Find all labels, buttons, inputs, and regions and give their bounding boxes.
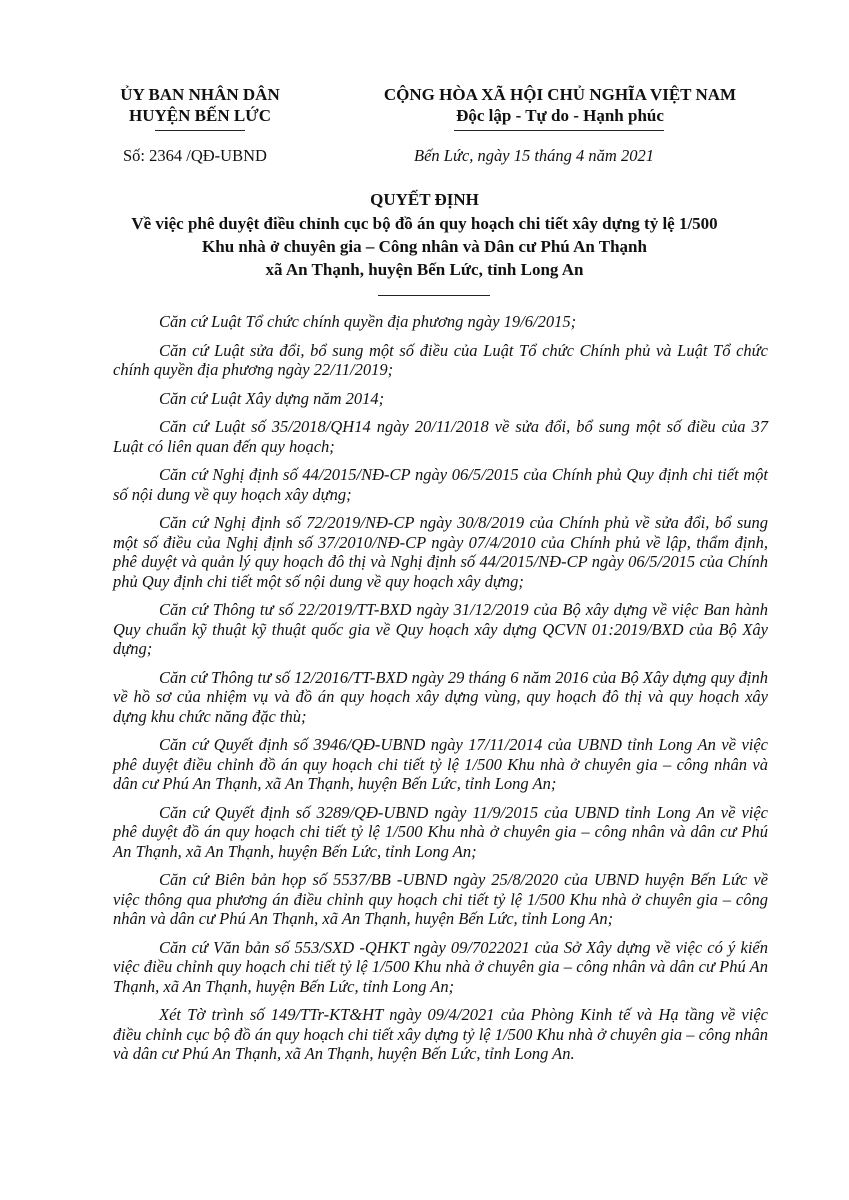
doc-number-value: 2364: [149, 146, 183, 165]
document-number: [123, 146, 267, 166]
legal-basis-paragraph: Căn cứ Nghị định số 72/2019/NĐ-CP ngày 30/8/2019 của Chính phủ về sửa đổi, bổ sung một số điều của Nghị định số 37/2010/NĐ-CP ngày 07/4/2010 của Chính phủ về lập, thẩm định, phê duyệt và quản lý quy hoạch đô thị và Nghị định số 44/2015/NĐ-CP ngày 06/5/2015 của Chính phủ Quy định chi tiết một số nội dung về quy hoạch xây dựng;: [113, 513, 768, 591]
legal-basis-paragraph: Căn cứ Nghị định số 44/2015/NĐ-CP ngày 06/5/2015 của Chính phủ Quy định chi tiết một số nội dung về quy hoạch xây dựng;: [113, 465, 768, 504]
legal-basis-paragraph: Căn cứ Luật sửa đổi, bổ sung một số điều của Luật Tổ chức Chính phủ và Luật Tổ chức chính quyền địa phương ngày 22/11/2019;: [113, 340, 768, 379]
legal-basis-paragraph: Căn cứ Quyết định số 3289/QĐ-UBND ngày 11/9/2015 của UBND tỉnh Long An về việc phê duyệt đồ án quy hoạch chi tiết tỷ lệ 1/500 Khu nhà ở chuyên gia – công nhân và dân cư Phú An Thạnh, xã An Thạnh, huyện Bến Lức, tỉnh Long An;: [113, 802, 768, 861]
submission-paragraph: Xét Tờ trình số 149/TTr-KT&HT ngày 09/4/2021 của Phòng Kinh tế và Hạ tầng về việc điều chỉnh cục bộ đồ án quy hoạch chi tiết xây dựng tỷ lệ 1/500 Khu nhà ở chuyên gia – công nhân và dân cư Phú An Thạnh, xã An Thạnh, huyện Bến Lức, tỉnh Long An.: [113, 1005, 768, 1063]
decision-title: QUYẾT ĐỊNH: [370, 190, 479, 209]
legal-basis-paragraph: Căn cứ Luật số 35/2018/QH14 ngày 20/11/2018 về sửa đổi, bổ sung một số điều của 37 Luật có liên quan đến quy hoạch;: [113, 417, 768, 456]
agency-line-2: HUYỆN BẾN LỨC: [129, 106, 271, 125]
decision-subject-line-1: Về việc phê duyệt điều chỉnh cục bộ đồ án quy hoạch chi tiết xây dựng tỷ lệ 1/500: [131, 214, 718, 233]
legal-basis-paragraph: Căn cứ Biên bản họp số 5537/BB -UBND ngày 25/8/2020 của UBND huyện Bến Lức về việc thông qua phương án điều chỉnh quy hoạch chi tiết tỷ lệ 1/500 Khu nhà ở chuyên gia – công nhân và dân cư Phú An Thạnh, xã An Thạnh, huyện Bến Lức, tỉnh Long An;: [113, 870, 768, 928]
legal-basis-paragraph: Căn cứ Thông tư số 22/2019/TT-BXD ngày 31/12/2019 của Bộ xây dựng về việc Ban hành Quy chuẩn kỹ thuật kỹ thuật quốc gia về Quy hoạch xây dựng QCVN 01:2019/BXD của Bộ Xây dựng;: [113, 600, 768, 658]
title-underline: [378, 295, 490, 296]
agency-underline: [155, 130, 245, 131]
legal-basis-paragraph: Căn cứ Thông tư số 12/2016/TT-BXD ngày 29 tháng 6 năm 2016 của Bộ Xây dựng quy định về hồ sơ của nhiệm vụ và đồ án quy hoạch xây dựng vùng, quy hoạch đô thị và quy hoạch xây dựng khu chức năng đặc thù;: [113, 667, 768, 726]
doc-number-suffix: /QĐ-UBND: [186, 146, 267, 165]
motto-underline: [454, 130, 664, 131]
legal-basis-paragraph: Căn cứ Quyết định số 3946/QĐ-UBND ngày 17/11/2014 của UBND tỉnh Long An về việc phê duyệt điều chỉnh đồ án quy hoạch chi tiết tỷ lệ 1/500 Khu nhà ở chuyên gia – công nhân và dân cư Phú An Thạnh, xã An Thạnh, huyện Bến Lức, tỉnh Long An;: [113, 735, 768, 793]
national-motto: [325, 84, 795, 126]
legal-basis-paragraph: Căn cứ Luật Tổ chức chính quyền địa phương ngày 19/6/2015;: [159, 312, 577, 331]
legal-basis-paragraph: Căn cứ Văn bản số 553/SXD -QHKT ngày 09/7022021 của Sở Xây dựng về việc có ý kiến việc điều chỉnh quy hoạch chi tiết tỷ lệ 1/500 Khu nhà ở chuyên gia – công nhân và dân cư Phú An Thạnh, xã An Thạnh, huyện Bến Lức, tỉnh Long An;: [113, 937, 768, 996]
date-line: Bến Lức, ngày 15 tháng 4 năm 2021: [414, 146, 654, 165]
motto-line-2: Độc lập - Tự do - Hạnh phúc: [456, 106, 664, 125]
agency-name: [100, 84, 300, 126]
motto-line-1: CỘNG HÒA XÃ HỘI CHỦ NGHĨA VIỆT NAM: [383, 85, 737, 104]
legal-bases: [113, 312, 768, 1073]
decision-subject-line-2: Khu nhà ở chuyên gia – Công nhân và Dân cư Phú An Thạnh: [202, 237, 647, 256]
doc-number-prefix: Số:: [123, 146, 146, 165]
decision-subject-line-3: xã An Thạnh, huyện Bến Lức, tỉnh Long An: [265, 260, 584, 279]
agency-line-1: ỦY BAN NHÂN DÂN: [120, 85, 280, 104]
legal-basis-paragraph: Căn cứ Luật Xây dựng năm 2014;: [159, 388, 385, 408]
